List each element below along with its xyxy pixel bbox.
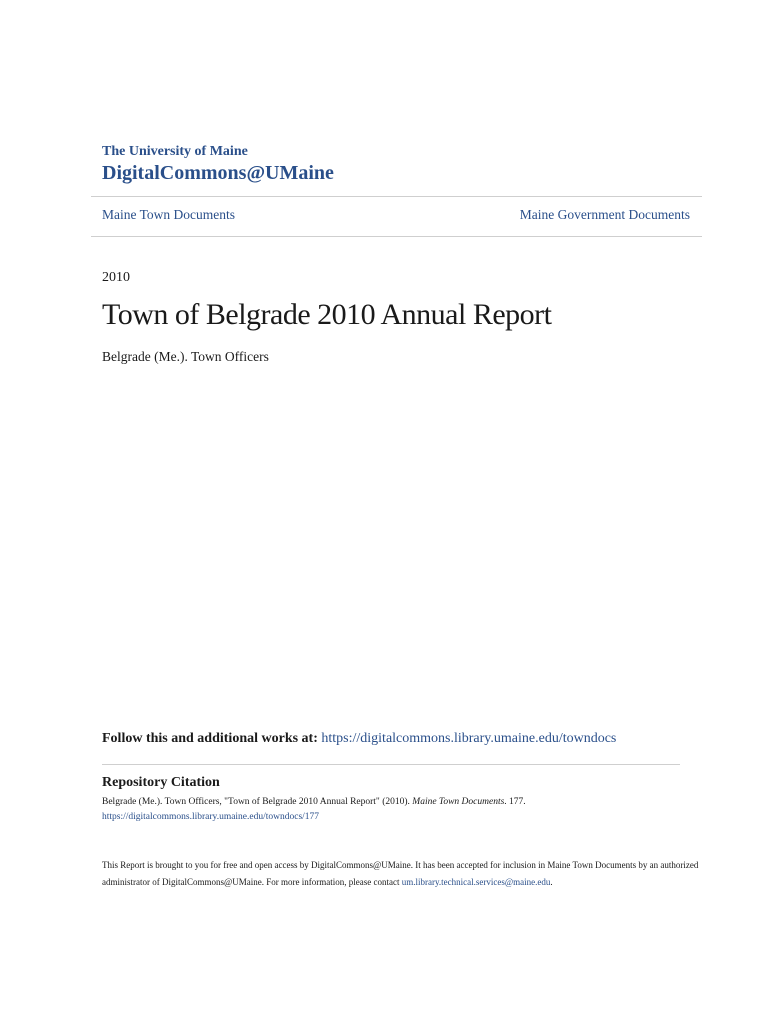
- site-name[interactable]: DigitalCommons@UMaine: [102, 162, 334, 184]
- notice-end: .: [550, 877, 553, 887]
- follow-line: [102, 731, 616, 747]
- header-divider: [91, 196, 702, 197]
- document-author: Belgrade (Me.). Town Officers: [102, 349, 269, 364]
- citation-heading: Repository Citation: [102, 775, 220, 790]
- citation-text: [102, 797, 526, 807]
- follow-divider: [102, 764, 680, 765]
- institution-name: The University of Maine: [102, 144, 248, 159]
- citation-journal: Maine Town Documents: [412, 797, 505, 807]
- publication-year: 2010: [102, 270, 130, 285]
- contact-email-link[interactable]: um.library.technical.services@maine.edu: [401, 877, 551, 887]
- citation-main: Belgrade (Me.). Town Officers, "Town of Belgrade 2010 Annual Report" (2010).: [102, 797, 410, 807]
- citation-number: . 177.: [504, 797, 526, 807]
- follow-label: Follow this and additional works at:: [102, 731, 318, 746]
- notice-text: This Report is brought to you for free and open access by DigitalCommons@UMaine. It has been accepted for inclusion in Maine Town Documents by an authorized administrator of DigitalCommons@UMaine. For more information, please contact: [102, 860, 699, 887]
- access-notice: [102, 857, 702, 891]
- nav-divider: [91, 236, 702, 237]
- maine-town-documents-link[interactable]: Maine Town Documents: [102, 207, 236, 222]
- follow-url-link[interactable]: https://digitalcommons.library.umaine.edu/towndocs: [321, 731, 617, 746]
- citation-url-link[interactable]: https://digitalcommons.library.umaine.edu/towndocs/177: [102, 812, 320, 822]
- maine-government-documents-link[interactable]: Maine Government Documents: [519, 207, 690, 222]
- document-title: Town of Belgrade 2010 Annual Report: [102, 298, 552, 331]
